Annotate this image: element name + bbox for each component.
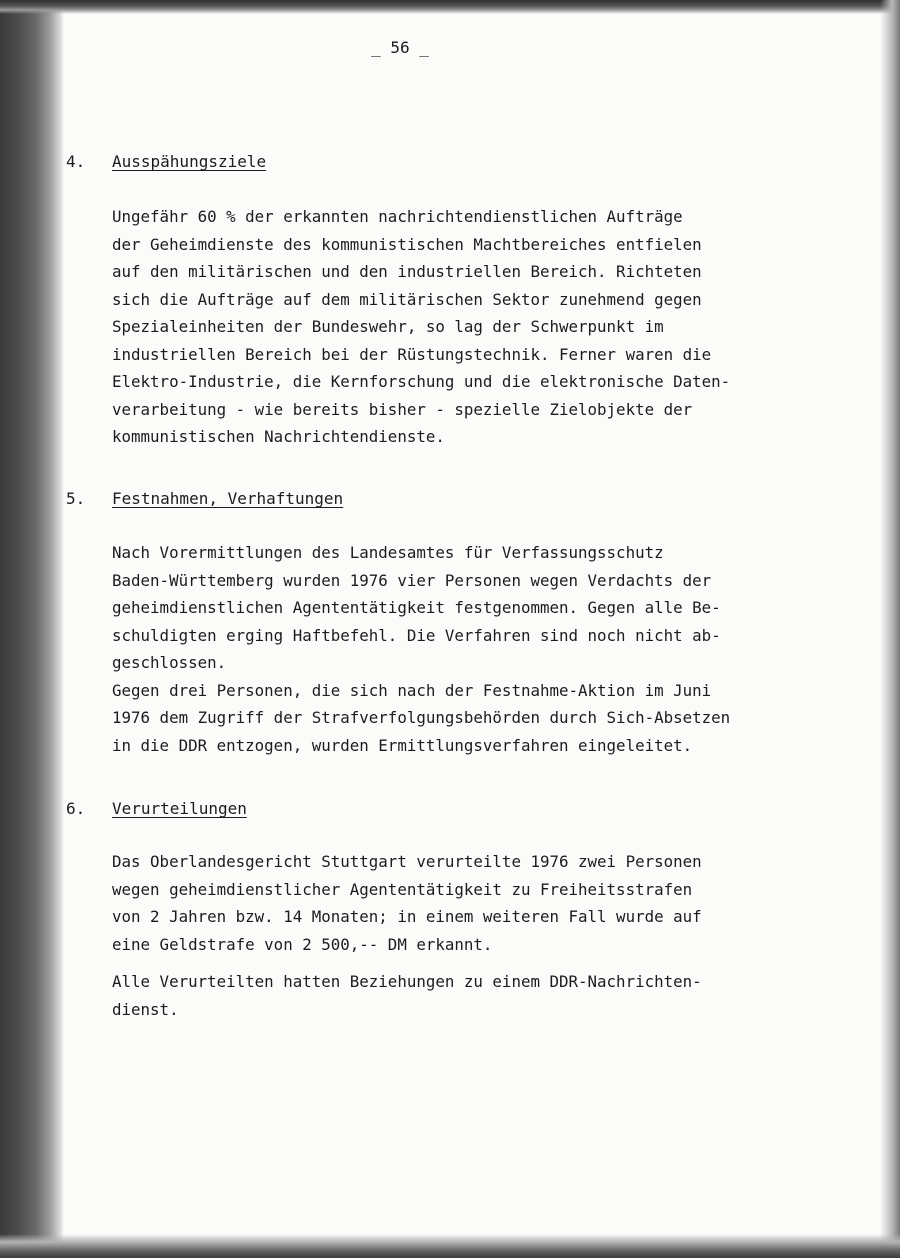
section-4-paragraph-1: Ungefähr 60 % der erkannten nachrichtendienstlichen Aufträge der Geheimdienste des kommunistischen Machtbereiches entfielen auf den militärischen und den industriellen Bereich. Richteten sich die Aufträge auf dem militärischen Sektor zunehmend gegen Spezialeinheiten der Bundeswehr, so lag der Schwerpunkt im industriellen Bereich bei der Rüstungstechnik. Ferner waren die Elektro-Industrie, die Kernforschung und die elektronische Daten- verarbeitung - wie bereits bisher - spezielle Zielobjekte der kommunistischen Nachrichtendienste.: [112, 207, 731, 446]
section-number: 4.: [66, 152, 86, 171]
scan-shadow-bottom: [0, 1234, 900, 1258]
section-title: Festnahmen, Verhaftungen: [112, 489, 344, 508]
scan-shadow-right: [880, 0, 900, 1258]
section-6-paragraph-1: Das Oberlandesgericht Stuttgart verurteilte 1976 zwei Personen wegen geheimdienstlicher Agententätigkeit zu Freiheitsstrafen von 2 Jahren bzw. 14 Monaten; in einem weiteren Fall wurde auf eine Geldstrafe von 2 500,-- DM erkannt.: [112, 852, 702, 954]
section-number: 5.: [66, 489, 86, 508]
section-6-paragraph-2: Alle Verurteilten hatten Beziehungen zu einem DDR-Nachrichten- dienst.: [112, 972, 702, 1019]
section-heading-6: [66, 799, 247, 818]
section-title: Ausspähungsziele: [112, 152, 267, 171]
section-title: Verurteilungen: [112, 799, 247, 818]
section-heading-4: [66, 152, 266, 171]
scan-shadow-left: [0, 0, 64, 1258]
section-heading-5: [66, 489, 343, 508]
section-5-paragraph-1: Nach Vorermittlungen des Landesamtes für Verfassungsschutz Baden-Württemberg wurden 1976 vier Personen wegen Verdachts der geheimdienstlichen Agententätigkeit festgenommen. Gegen alle Be- schuldigten erging Haftbefehl. Die Verfahren sind noch nicht ab- geschlossen. Gegen drei Personen, die sich nach der Festnahme-Aktion im Juni 1976 dem Zugriff der Strafverfolgungsbehörden durch Sich-Absetzen in die DDR entzogen, wurden Ermittlungsverfahren eingeleitet.: [112, 543, 731, 755]
page-number: _ 56 _: [371, 38, 429, 57]
section-number: 6.: [66, 799, 86, 818]
scan-shadow-top: [0, 0, 900, 14]
